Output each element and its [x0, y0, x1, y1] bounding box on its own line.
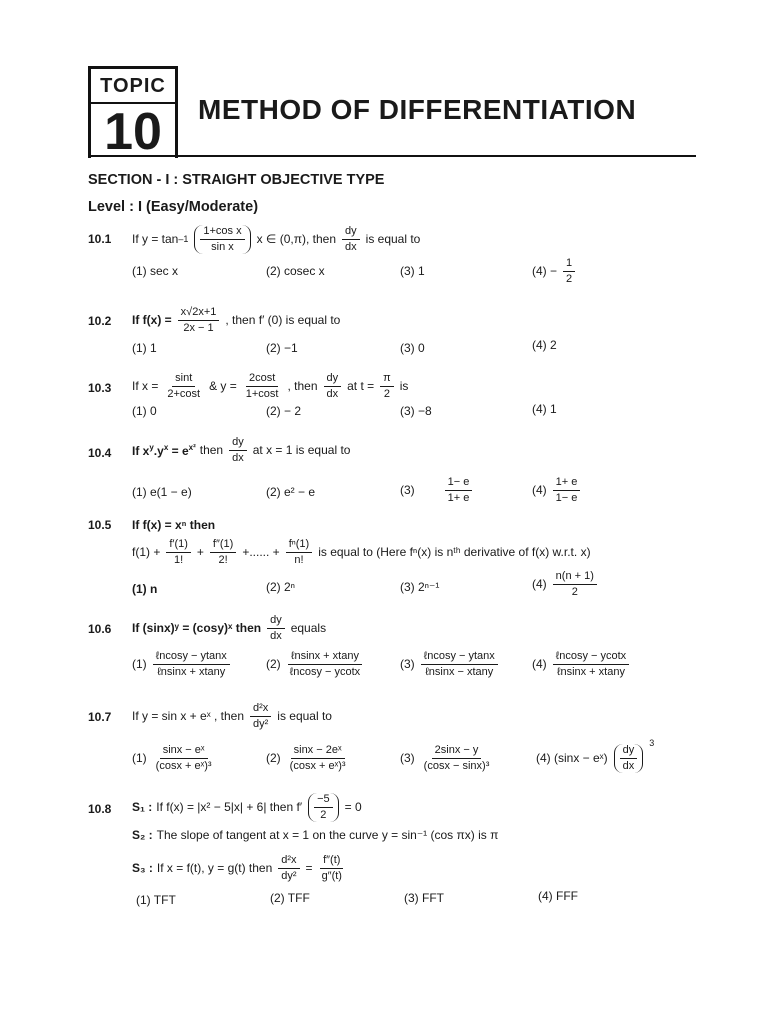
plus-sign: +: [196, 545, 204, 559]
numerator: π: [380, 372, 394, 387]
dy-dx-fraction: [229, 436, 247, 465]
option-label: (3): [400, 657, 415, 671]
option-1: (1) e(1 − e): [132, 485, 192, 499]
question-10-4: [132, 432, 350, 468]
denominator: ℓncosy − ycotx: [289, 665, 361, 678]
statement-label: S₃ :: [132, 861, 153, 875]
denominator: 1+cost: [245, 387, 279, 400]
denominator: g″(t): [321, 869, 342, 882]
option-3: (3) FFT: [404, 891, 444, 905]
question-10-7: [132, 698, 332, 734]
option-label: (2): [266, 657, 281, 671]
sup: x²: [188, 442, 196, 452]
option-label: (3): [400, 483, 415, 497]
numerator: 2sinx − y: [432, 744, 482, 759]
question-number: 10.8: [88, 802, 112, 816]
q5-line1: If f(x) = xⁿ then: [132, 518, 216, 532]
denominator: 2x − 1: [183, 321, 214, 334]
equals-sign: =: [305, 861, 313, 875]
q4-mid2: = e: [168, 443, 189, 458]
numerator: −5: [314, 793, 333, 808]
numerator: fⁿ(1): [286, 538, 313, 553]
denominator: 2: [566, 272, 573, 285]
option-2: (2) 2ⁿ: [266, 580, 296, 594]
denominator: (cosx + eˣ)³: [289, 759, 346, 772]
option-3: [400, 646, 500, 682]
numerator: sint: [172, 372, 195, 387]
question-10-5: [132, 534, 591, 570]
statement-label: S₂ :: [132, 828, 153, 842]
q7-post: is equal to: [277, 709, 332, 723]
topic-box: [88, 66, 178, 161]
numerator: ℓncosy − ytanx: [421, 650, 498, 665]
denominator: dx: [232, 451, 244, 464]
option-label: (4): [532, 483, 547, 497]
option-3: (3) 2ⁿ⁻¹: [400, 580, 440, 594]
chapter-title: METHOD OF DIFFERENTIATION: [198, 94, 637, 125]
option-4: [532, 566, 599, 602]
option-3: [400, 740, 494, 776]
denominator: 2!: [218, 553, 228, 566]
option-4: (4) FFF: [538, 889, 578, 903]
option-2: (2) e² − e: [266, 485, 316, 499]
fraction: [164, 372, 203, 401]
q4-post: at x = 1 is equal to: [252, 443, 351, 457]
fraction: [287, 650, 364, 679]
fraction: [553, 570, 597, 599]
numerator: ℓnsinx + xtany: [288, 650, 362, 665]
fraction: [319, 854, 345, 883]
fraction: [243, 372, 282, 401]
option-2: [266, 740, 351, 776]
q5-post: is equal to (Here fⁿ(x) is nᵗʰ derivative of f(x) w.r.t. x): [318, 545, 591, 559]
q3-post: is: [399, 379, 409, 393]
denominator: dx: [326, 387, 339, 400]
q7-pre: If y = sin x + eˣ , then: [132, 709, 244, 723]
denominator: 1− e: [555, 491, 578, 504]
dy-dx-fraction: [342, 225, 360, 254]
topic-label: TOPIC: [100, 75, 166, 97]
q4-equation: [132, 443, 196, 458]
denominator: 2: [320, 808, 327, 821]
numerator: dy: [620, 744, 638, 759]
denominator: 2+cost: [167, 387, 201, 400]
statement-label: S₁ :: [132, 800, 153, 814]
option-4: (4) 1: [532, 402, 557, 416]
q2-post: , then f′ (0) is equal to: [225, 313, 341, 327]
option-2: (2) TFF: [270, 891, 310, 905]
q1-mid: x ∈ (0,π), then: [256, 232, 337, 246]
q3-pre: If x =: [132, 379, 159, 393]
q4-then: then: [199, 443, 224, 457]
option-4: [532, 646, 631, 682]
fraction: [286, 538, 313, 567]
q5-pre: f(1) +: [132, 545, 161, 559]
question-10-1: [132, 218, 420, 260]
fraction: [421, 744, 493, 773]
numerator: sinx − 2eˣ: [291, 744, 345, 759]
option-label: (1): [132, 657, 147, 671]
q6-pre: If (sinx)ʸ = (cosy)ˣ then: [132, 621, 262, 635]
numerator: n(n + 1): [553, 570, 597, 585]
q5-dots: +...... +: [242, 545, 280, 559]
sup: 3: [649, 738, 655, 748]
option-1: (1) sec x: [132, 264, 179, 278]
option-label: (1): [132, 751, 147, 765]
fraction: [421, 650, 498, 679]
q3-at: at t =: [347, 379, 375, 393]
numerator: 2cost: [246, 372, 278, 387]
q1-pre: If y = tan: [132, 232, 179, 246]
question-10-6: [132, 610, 326, 646]
denominator: 2: [571, 585, 578, 598]
fraction: [210, 538, 236, 567]
numerator: d²x: [278, 854, 299, 869]
question-number: 10.7: [88, 710, 112, 724]
denominator: dy²: [281, 869, 297, 882]
option-3: (3) −8: [400, 404, 432, 418]
statement-text: = 0: [344, 800, 362, 814]
sup: y: [149, 442, 154, 452]
option-label: (4) −: [532, 264, 558, 278]
statement-text: The slope of tangent at x = 1 on the curve y = sin⁻¹ (cos πx) is π: [156, 828, 499, 842]
numerator: 1: [563, 257, 575, 272]
option-1: [132, 646, 232, 682]
fraction: [445, 476, 473, 505]
numerator: ℓncosy − ytanx: [153, 650, 230, 665]
fraction: [553, 476, 581, 505]
question-number: 10.3: [88, 381, 112, 395]
denominator: dx: [345, 240, 357, 253]
numerator: f″(1): [210, 538, 236, 553]
fraction: [314, 793, 333, 822]
option-label: (4) (sinx − eˣ): [536, 751, 608, 765]
q1-fraction: [200, 225, 244, 254]
fraction: [153, 744, 215, 773]
paren: [308, 793, 339, 822]
question-10-3: [132, 369, 408, 403]
denominator: dy²: [253, 717, 269, 730]
denominator: dx: [270, 629, 282, 642]
denominator: 1+ e: [447, 491, 470, 504]
q1-post: is equal to: [365, 232, 421, 246]
question-number: 10.1: [88, 232, 112, 246]
paren: [614, 744, 644, 773]
question-10-2: [132, 302, 340, 338]
fraction: [250, 702, 271, 731]
denominator: (cosx − sinx)³: [423, 759, 490, 772]
option-label: (4): [532, 577, 547, 591]
option-4: (4) 2: [532, 338, 557, 352]
fraction: [380, 372, 394, 401]
q3-mid2: , then: [287, 379, 318, 393]
option-1: (1) n: [132, 582, 158, 596]
statement-s1: [132, 788, 362, 826]
numerator: dy: [342, 225, 360, 240]
option-1: [132, 740, 217, 776]
statement-s2: [132, 826, 498, 844]
question-number: 10.6: [88, 622, 112, 636]
denominator: (cosx + eˣ)³: [155, 759, 212, 772]
option-label: (4): [532, 657, 547, 671]
numerator: f′(1): [166, 538, 191, 553]
option-2: (2) −1: [266, 341, 298, 355]
statement-text: If x = f(t), y = g(t) then: [156, 861, 273, 875]
fraction: [278, 854, 299, 883]
denominator: dx: [622, 759, 635, 772]
numerator: 1+ e: [553, 476, 581, 491]
fraction: [563, 257, 575, 286]
denominator: n!: [294, 553, 304, 566]
statement-s3: [132, 850, 347, 886]
denominator: ℓnsinx − xtany: [425, 665, 494, 678]
level-heading: Level : I (Easy/Moderate): [88, 199, 259, 215]
header-rule: [88, 155, 696, 157]
dy-dx-fraction: [267, 614, 285, 643]
option-1: (1) TFT: [136, 893, 176, 907]
numerator: d²x: [250, 702, 271, 717]
denominator: sin x: [211, 240, 234, 253]
option-label: (3): [400, 751, 415, 765]
fraction: [553, 650, 630, 679]
numerator: ℓncosy − ycotx: [553, 650, 630, 665]
fraction: [287, 744, 349, 773]
fraction: [153, 650, 230, 679]
numerator: sinx − eˣ: [160, 744, 208, 759]
numerator: dy: [324, 372, 342, 387]
q3-mid: & y =: [209, 379, 237, 393]
denominator: 2: [383, 387, 391, 400]
statement-text: If f(x) = |x² − 5|x| + 6| then f′: [156, 800, 303, 814]
option-2: (2) − 2: [266, 404, 302, 418]
dy-dx-fraction: [324, 372, 342, 401]
option-4: [532, 472, 582, 508]
question-number: 10.2: [88, 314, 112, 328]
option-3: (3) 1: [400, 264, 425, 278]
sup: x: [163, 442, 169, 452]
q4-pre: If x: [132, 443, 150, 458]
q6-post: equals: [290, 621, 327, 635]
option-1: (1) 0: [132, 404, 157, 418]
option-2: [266, 646, 365, 682]
q1-paren: [194, 225, 250, 254]
denominator: ℓnsinx + xtany: [157, 665, 226, 678]
numerator: x√2x+1: [178, 306, 220, 321]
numerator: f″(t): [320, 854, 343, 869]
question-number: 10.4: [88, 446, 112, 460]
fraction: [166, 538, 191, 567]
topic-number: 10: [104, 103, 162, 161]
question-number: 10.5: [88, 518, 112, 532]
option-4: [532, 254, 577, 288]
q1-sup: –1: [178, 234, 189, 244]
option-3: (3) 0: [400, 341, 425, 355]
option-label: (2): [266, 751, 281, 765]
q2-pre: If f(x) =: [132, 313, 172, 327]
denominator: ℓnsinx + xtany: [556, 665, 625, 678]
numerator: dy: [229, 436, 247, 451]
fraction: [178, 306, 220, 335]
numerator: 1+cos x: [200, 225, 244, 240]
option-4: [536, 738, 654, 778]
option-1: (1) 1: [132, 341, 157, 355]
numerator: 1− e: [445, 476, 473, 491]
denominator: 1!: [174, 553, 184, 566]
q4-mid: .y: [153, 443, 164, 458]
option-2: (2) cosec x: [266, 264, 325, 278]
option-3: [400, 472, 474, 508]
fraction: [620, 744, 638, 773]
section-heading: SECTION - I : STRAIGHT OBJECTIVE TYPE: [88, 172, 385, 188]
numerator: dy: [267, 614, 285, 629]
